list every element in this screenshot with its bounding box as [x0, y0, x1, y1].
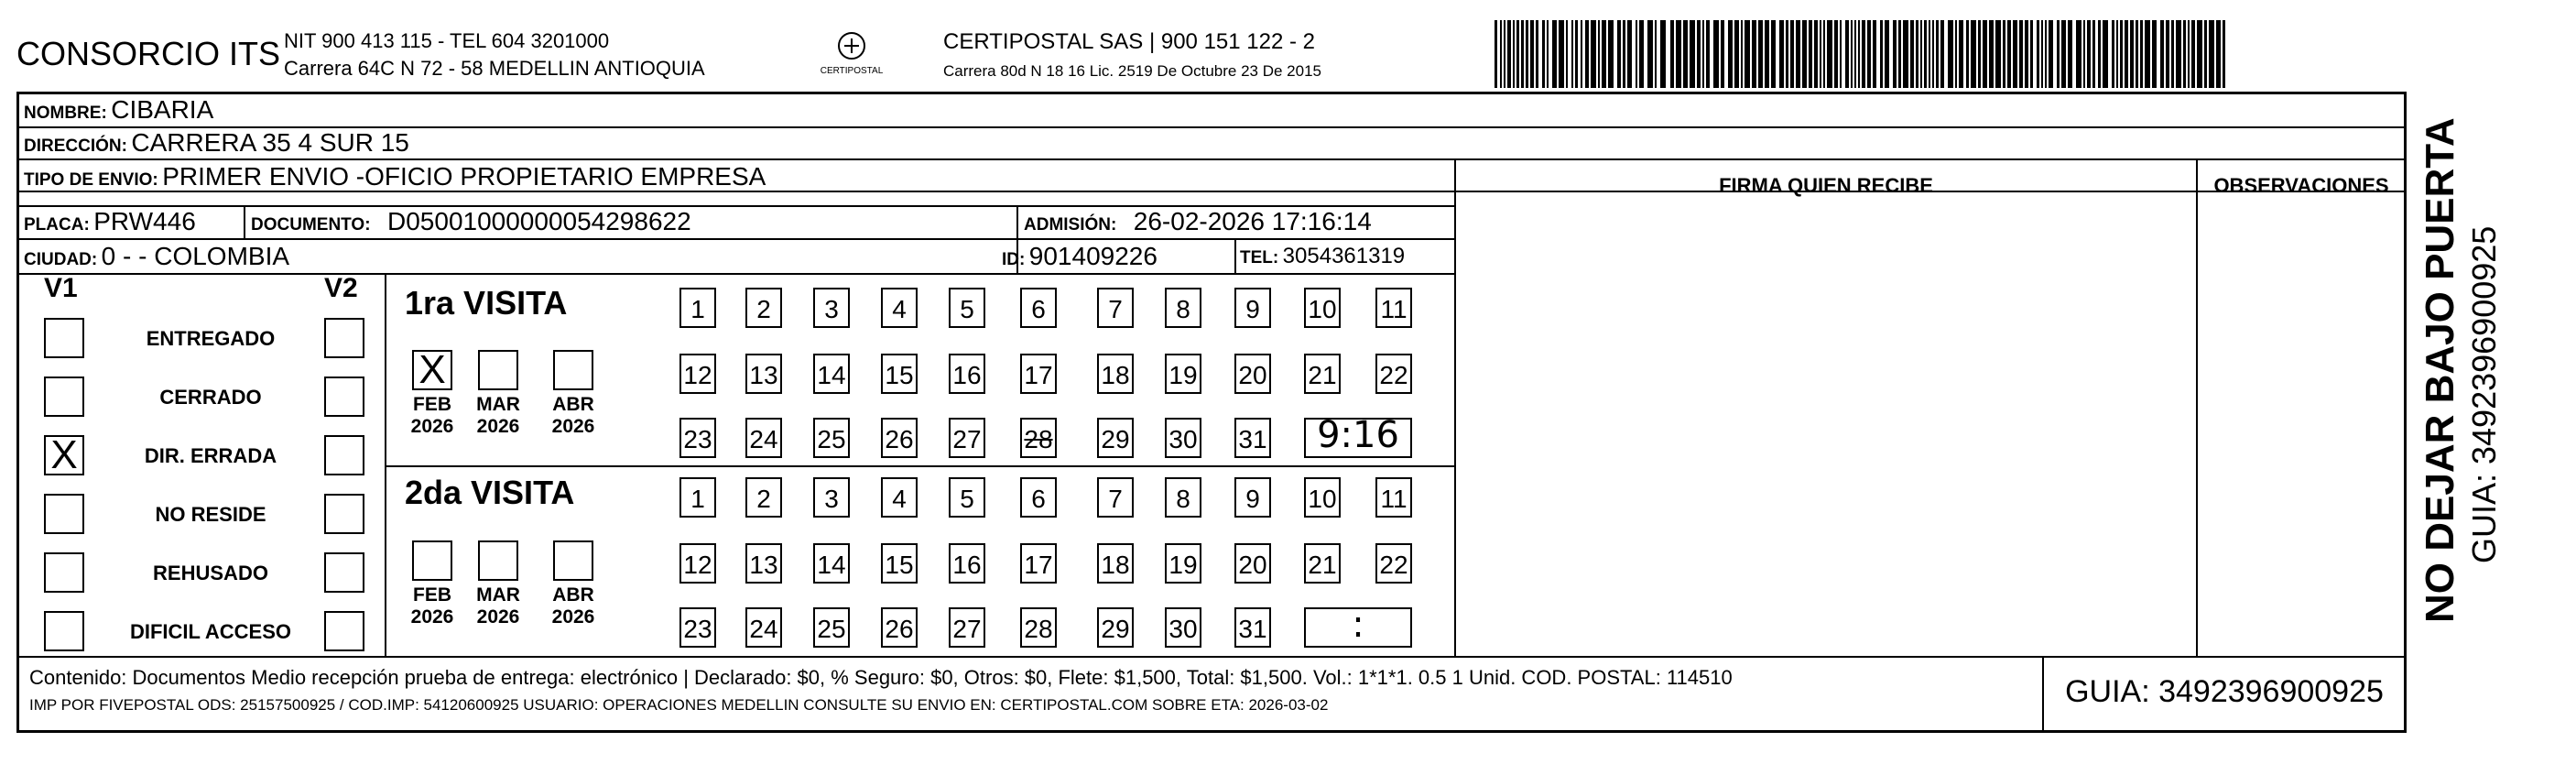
barcode-bar [2087, 20, 2091, 88]
barcode-bar [2083, 20, 2085, 88]
barcode-bar [2007, 20, 2011, 88]
barcode [1495, 20, 2227, 88]
barcode-bar [2057, 20, 2060, 88]
visit1-day-box[interactable]: 13 [745, 354, 782, 394]
visit1-day-box[interactable]: 14 [813, 354, 850, 394]
visit2-day-box[interactable]: 10 [1304, 477, 1341, 518]
barcode-bar [2166, 20, 2169, 88]
visit2-day-box[interactable]: 12 [679, 543, 716, 584]
visit1-day-box[interactable]: 10 [1304, 288, 1341, 328]
check-mark: X [50, 432, 78, 477]
company-nit: NIT 900 413 115 - TEL 604 3201000 [284, 29, 610, 52]
barcode-bar [2045, 20, 2047, 88]
ciudad-field [24, 242, 289, 271]
barcode-bar [2204, 20, 2207, 88]
documento-field [251, 207, 691, 236]
visit1-day-box[interactable]: 31 [1234, 418, 1271, 458]
barcode-bar [2216, 20, 2221, 88]
documento-label: DOCUMENTO: [251, 215, 371, 235]
barcode-bar [2120, 20, 2123, 88]
nombre-value: CIBARIA [111, 95, 214, 124]
col-divider [2196, 158, 2198, 656]
visit2-day-box[interactable]: 30 [1165, 607, 1201, 648]
barcode-bar [1995, 20, 2001, 88]
barcode-bar [1989, 20, 1994, 88]
visit2-day-box[interactable]: 2 [745, 477, 782, 518]
visit1-month-year: 2026 [410, 416, 454, 437]
logo-text: CERTIPOSTAL [820, 66, 884, 76]
certipostal-nit: CERTIPOSTAL SAS | 900 151 122 - 2 [943, 29, 1315, 54]
barcode-bar [2191, 20, 2195, 88]
tel-label: TEL: [1240, 248, 1279, 267]
barcode-bar [1608, 20, 1614, 88]
visit1-month-year: 2026 [551, 416, 595, 437]
barcode-bar [1966, 20, 1969, 88]
visit1-day-box[interactable]: 28 [1020, 418, 1057, 458]
visit1-day-box[interactable]: 19 [1165, 354, 1201, 394]
barcode-bar [1765, 20, 1769, 88]
placa-label: PLACA: [24, 215, 90, 235]
barcode-bar [1734, 20, 1739, 88]
visit1-day-box[interactable]: 29 [1097, 418, 1134, 458]
status-label: DIFICIL ACCESO [129, 620, 291, 643]
id-value: 901409226 [1028, 242, 1158, 270]
footer-contenido: Contenido: Documentos Medio recepción prueba de entrega: electrónico | Declarado: $0, % Seguro: $0, Otros: $0, Flete: $1,500, Total: $1,500. Vol.: 1*1*1. 0.5 1 Unid. COD. POSTAL: 114510 [29, 666, 1733, 689]
status-label: ENTREGADO [146, 327, 276, 350]
barcode-bar [1575, 20, 1578, 88]
barcode-bar [1617, 20, 1621, 88]
barcode-bar [1955, 20, 1957, 88]
barcode-bar [1697, 20, 1701, 88]
barcode-bar [1571, 20, 1573, 88]
visit2-day-box[interactable]: 11 [1375, 477, 1412, 518]
visit1-day-box[interactable]: 23 [679, 418, 716, 458]
visit2-month-checkbox[interactable] [412, 540, 452, 581]
barcode-bar [1948, 20, 1953, 88]
direccion-label: DIRECCIÓN: [24, 136, 127, 156]
barcode-bar [1647, 20, 1653, 88]
barcode-bar [1702, 20, 1704, 88]
visit2-month-label: MAR [476, 584, 520, 606]
visit2-day-box[interactable]: 3 [813, 477, 850, 518]
visit2-day-box[interactable]: 5 [949, 477, 985, 518]
v1-checkbox[interactable] [44, 552, 84, 593]
visit2-month-label: FEB [413, 584, 451, 606]
barcode-bar [1516, 20, 1519, 88]
visit1-day-box[interactable]: 18 [1097, 354, 1134, 394]
barcode-bar [1796, 20, 1800, 88]
tipo-value: PRIMER ENVIO -OFICIO PROPIETARIO EMPRESA [162, 162, 766, 191]
barcode-bar [1814, 20, 1818, 88]
barcode-bar [1741, 20, 1743, 88]
barcode-bar [1809, 20, 1812, 88]
visit1-day-box[interactable]: 8 [1165, 288, 1201, 328]
barcode-bar [2025, 20, 2028, 88]
barcode-bar [1542, 20, 1545, 88]
barcode-bar [1858, 20, 1860, 88]
barcode-bar [1721, 20, 1724, 88]
tel-field [1240, 244, 1405, 269]
id-label: ID: [1002, 250, 1026, 269]
barcode-bar [1728, 20, 1733, 88]
visit1-day-box[interactable]: 4 [881, 288, 918, 328]
visit2-day-box[interactable]: 7 [1097, 477, 1134, 518]
barcode-bar [1920, 20, 1922, 88]
company-name: CONSORCIO ITS [16, 35, 281, 72]
v2-checkbox[interactable] [324, 377, 364, 417]
barcode-bar [1786, 20, 1788, 88]
v2-checkbox[interactable] [324, 552, 364, 593]
barcode-bar [2068, 20, 2072, 88]
placa-value: PRW446 [93, 207, 196, 235]
visit1-day-box[interactable]: 25 [813, 418, 850, 458]
barcode-bar [1910, 20, 1914, 88]
certipostal-logo [806, 26, 897, 81]
barcode-bar [1623, 20, 1625, 88]
barcode-bar [1752, 20, 1756, 88]
barcode-bar [1745, 20, 1750, 88]
barcode-bar [1566, 20, 1568, 88]
visit1-day-box[interactable]: 17 [1020, 354, 1057, 394]
barcode-bar [1581, 20, 1582, 88]
v2-checkbox[interactable] [324, 494, 364, 534]
visit2-day-box[interactable]: 31 [1234, 607, 1271, 648]
barcode-bar [1779, 20, 1784, 88]
barcode-bar [1660, 20, 1666, 88]
barcode-bar [2183, 20, 2186, 88]
visit2-day-box[interactable]: 14 [813, 543, 850, 584]
visit2-day-box[interactable]: 15 [881, 543, 918, 584]
barcode-bar [2223, 20, 2225, 88]
visit1-day-box[interactable]: 12 [679, 354, 716, 394]
barcode-bar [2098, 20, 2101, 88]
barcode-bar [2188, 20, 2190, 88]
barcode-bar [2049, 20, 2053, 88]
barcode-bar [1893, 20, 1897, 88]
barcode-bar [1983, 20, 1987, 88]
visit1-day-box[interactable]: 16 [949, 354, 985, 394]
visit1-day-box[interactable]: 11 [1375, 288, 1412, 328]
visit2-day-box[interactable]: 16 [949, 543, 985, 584]
nombre-label: NOMBRE: [24, 104, 107, 123]
barcode-bar [1959, 20, 1963, 88]
visit2-day-box[interactable]: 20 [1234, 543, 1271, 584]
barcode-bar [2152, 20, 2157, 88]
visit2-day-box[interactable]: 22 [1375, 543, 1412, 584]
id-field [1002, 242, 1158, 271]
visit2-day-box[interactable]: 21 [1304, 543, 1341, 584]
barcode-bar [1591, 20, 1596, 88]
guia-vertical: GUIA: 3492396900925 [2465, 225, 2503, 563]
barcode-bar [1683, 20, 1688, 88]
barcode-bar [1924, 20, 1927, 88]
company-address: Carrera 64C N 72 - 58 MEDELLIN ANTIOQUIA [284, 57, 705, 80]
visit1-day-box[interactable]: 27 [949, 418, 985, 458]
barcode-bar [1932, 20, 1934, 88]
barcode-bar [2076, 20, 2081, 88]
cell-divider [385, 273, 386, 656]
barcode-bar [2160, 20, 2164, 88]
visit2-day-box[interactable]: 17 [1020, 543, 1057, 584]
v1-checkbox[interactable] [44, 494, 84, 534]
v2-checkbox[interactable] [324, 318, 364, 358]
placa-field [24, 207, 196, 236]
barcode-bar [1873, 20, 1876, 88]
barcode-bar [1500, 20, 1502, 88]
visit1-day-box[interactable]: 6 [1020, 288, 1057, 328]
visit2-day-box[interactable]: 25 [813, 607, 850, 648]
barcode-bar [1802, 20, 1807, 88]
documento-value: D05001000000054298622 [387, 207, 691, 235]
barcode-bar [1495, 20, 1497, 88]
barcode-bar [1713, 20, 1719, 88]
visit2-month-checkbox[interactable] [478, 540, 518, 581]
barcode-bar [2037, 20, 2039, 88]
certipostal-license: Carrera 80d N 18 16 Lic. 2519 De Octubre 23 De 2015 [943, 62, 1321, 80]
visit1-day-box[interactable]: 26 [881, 418, 918, 458]
barcode-bar [2197, 20, 2202, 88]
row-divider [16, 238, 1454, 240]
barcode-bar [1690, 20, 1695, 88]
barcode-bar [1676, 20, 1681, 88]
barcode-bar [1552, 20, 1557, 88]
visit1-month-checkbox[interactable] [478, 350, 518, 390]
visit2-title: 2da VISITA [405, 474, 575, 511]
visit2-time-value: : [1352, 604, 1364, 646]
row-divider [16, 158, 2407, 160]
visit1-day-box[interactable]: 30 [1165, 418, 1201, 458]
check-mark: X [418, 347, 446, 392]
barcode-bar [1940, 20, 1944, 88]
status-label: REHUSADO [153, 562, 268, 584]
visit2-month-checkbox[interactable] [553, 540, 593, 581]
certipostal-info [943, 27, 1321, 86]
barcode-bar [1513, 20, 1515, 88]
barcode-bar [1903, 20, 1908, 88]
barcode-bar [2125, 20, 2128, 88]
barcode-bar [2112, 20, 2114, 88]
visit1-time-value: 9:16 [1317, 414, 1399, 456]
barcode-bar [1845, 20, 1849, 88]
row-divider [16, 273, 1454, 275]
warning-vertical: NO DEJAR BAJO PUERTA [2418, 117, 2462, 623]
barcode-bar [1639, 20, 1644, 88]
barcode-bar [1823, 20, 1825, 88]
barcode-bar [1670, 20, 1674, 88]
v2-label: V2 [324, 273, 358, 303]
barcode-bar [1547, 20, 1549, 88]
barcode-bar [1978, 20, 1981, 88]
barcode-bar [1504, 20, 1505, 88]
visit2-month-year: 2026 [476, 606, 520, 628]
barcode-bar [1885, 20, 1889, 88]
ciudad-label: CIUDAD: [24, 250, 98, 269]
barcode-bar [2019, 20, 2023, 88]
barcode-bar [1834, 20, 1838, 88]
barcode-bar [1790, 20, 1794, 88]
barcode-bar [1820, 20, 1821, 88]
visit2-day-box[interactable]: 6 [1020, 477, 1057, 518]
visit1-title: 1ra VISITA [405, 284, 568, 322]
barcode-bar [2116, 20, 2118, 88]
observaciones-header: OBSERVACIONES [2213, 174, 2389, 197]
visit1-day-box[interactable]: 15 [881, 354, 918, 394]
barcode-bar [1758, 20, 1763, 88]
status-label: CERRADO [159, 386, 262, 409]
col-divider [1454, 158, 1456, 656]
barcode-bar [2145, 20, 2150, 88]
barcode-bar [1936, 20, 1939, 88]
barcode-bar [2140, 20, 2143, 88]
visit2-day-box[interactable]: 8 [1165, 477, 1201, 518]
barcode-bar [1530, 20, 1534, 88]
v1-checkbox[interactable] [44, 318, 84, 358]
admision-value: 26-02-2026 17:16:14 [1133, 207, 1372, 235]
barcode-bar [2103, 20, 2108, 88]
barcode-bar [1898, 20, 1901, 88]
barcode-bar [2130, 20, 2134, 88]
barcode-bar [1916, 20, 1918, 88]
ciudad-value: 0 - - COLOMBIA [101, 242, 290, 270]
visit1-month-label: FEB [413, 394, 451, 415]
barcode-bar [1507, 20, 1511, 88]
barcode-bar [1854, 20, 1856, 88]
visit1-day-box[interactable]: 3 [813, 288, 850, 328]
v1-checkbox[interactable] [44, 377, 84, 417]
barcode-bar [2171, 20, 2174, 88]
direccion-value: CARRERA 35 4 SUR 15 [131, 128, 409, 157]
barcode-bar [1771, 20, 1776, 88]
firma-header: FIRMA QUIEN RECIBE [1719, 174, 1933, 197]
visit1-month-label: MAR [476, 394, 520, 415]
visit1-day-box[interactable]: 22 [1375, 354, 1412, 394]
barcode-bar [1559, 20, 1564, 88]
visit1-day-box[interactable]: 24 [745, 418, 782, 458]
barcode-bar [2209, 20, 2214, 88]
visit2-day-box[interactable]: 24 [745, 607, 782, 648]
barcode-bar [1929, 20, 1930, 88]
visit1-day-box[interactable]: 7 [1097, 288, 1134, 328]
visit2-day-box[interactable]: 4 [881, 477, 918, 518]
barcode-bar [1655, 20, 1657, 88]
barcode-bar [2003, 20, 2005, 88]
visit2-day-box[interactable]: 26 [881, 607, 918, 648]
status-label: NO RESIDE [155, 503, 266, 526]
barcode-bar [1602, 20, 1606, 88]
barcode-bar [1867, 20, 1871, 88]
visit2-month-year: 2026 [551, 606, 595, 628]
barcode-bar [2013, 20, 2017, 88]
visit2-day-box[interactable]: 18 [1097, 543, 1134, 584]
visit1-day-box[interactable]: 20 [1234, 354, 1271, 394]
footer-imp: IMP POR FIVEPOSTAL ODS: 25157500925 / COD.IMP: 54120600925 USUARIO: OPERACIONES MEDELLIN CONSULTE SU ENVIO EN: CERTIPOSTAL.COM SOBRE ETA: 2026-03-02 [29, 696, 1329, 714]
barcode-bar [1851, 20, 1853, 88]
visit2-day-box[interactable]: 9 [1234, 477, 1271, 518]
barcode-bar [2030, 20, 2033, 88]
cell-divider [244, 205, 245, 238]
barcode-bar [2136, 20, 2138, 88]
barcode-bar [1971, 20, 1976, 88]
visit2-day-box[interactable]: 27 [949, 607, 985, 648]
visit1-day-box[interactable]: 2 [745, 288, 782, 328]
barcode-bar [2061, 20, 2066, 88]
visit1-month-checkbox[interactable] [553, 350, 593, 390]
v1-checkbox[interactable] [44, 611, 84, 651]
visit1-day-box[interactable]: 21 [1304, 354, 1341, 394]
direccion-field [24, 128, 409, 158]
admision-field [1024, 207, 1372, 236]
visit2-day-box[interactable]: 19 [1165, 543, 1201, 584]
visit2-day-box[interactable]: 28 [1020, 607, 1057, 648]
v2-checkbox[interactable] [324, 435, 364, 475]
v2-checkbox[interactable] [324, 611, 364, 651]
barcode-bar [1536, 20, 1538, 88]
barcode-bar [1880, 20, 1883, 88]
barcode-bar [1521, 20, 1524, 88]
visit1-day-box[interactable]: 1 [679, 288, 716, 328]
visit2-day-box[interactable]: 29 [1097, 607, 1134, 648]
barcode-bar [1840, 20, 1842, 88]
status-label: DIR. ERRADA [144, 444, 277, 467]
tipo-field [24, 162, 766, 191]
barcode-bar [1627, 20, 1632, 88]
barcode-bar [1526, 20, 1528, 88]
barcode-bar [1706, 20, 1710, 88]
visit1-month-label: ABR [552, 394, 594, 415]
visit1-day-box[interactable]: 5 [949, 288, 985, 328]
visit2-day-box[interactable]: 13 [745, 543, 782, 584]
barcode-bar [1585, 20, 1589, 88]
visit2-day-box[interactable]: 1 [679, 477, 716, 518]
tipo-label: TIPO DE ENVIO: [24, 170, 158, 190]
barcode-bar [2176, 20, 2181, 88]
guia-number: GUIA: 3492396900925 [2042, 658, 2405, 731]
barcode-bar [1636, 20, 1637, 88]
company-info [284, 27, 705, 82]
barcode-bar [2092, 20, 2095, 88]
visit2-day-box[interactable]: 23 [679, 607, 716, 648]
admision-label: ADMISIÓN: [1024, 215, 1117, 235]
barcode-bar [1598, 20, 1600, 88]
barcode-bar [1862, 20, 1865, 88]
visit1-month-year: 2026 [476, 416, 520, 437]
visit1-day-box[interactable]: 9 [1234, 288, 1271, 328]
nombre-field [24, 95, 213, 125]
barcode-bar [1827, 20, 1832, 88]
visit2-month-year: 2026 [410, 606, 454, 628]
visit2-month-label: ABR [552, 584, 594, 606]
v1-label: V1 [44, 273, 78, 303]
visit-divider [385, 465, 1454, 467]
barcode-bar [2041, 20, 2043, 88]
cell-divider [1234, 240, 1236, 273]
tel-value: 3054361319 [1282, 244, 1406, 268]
